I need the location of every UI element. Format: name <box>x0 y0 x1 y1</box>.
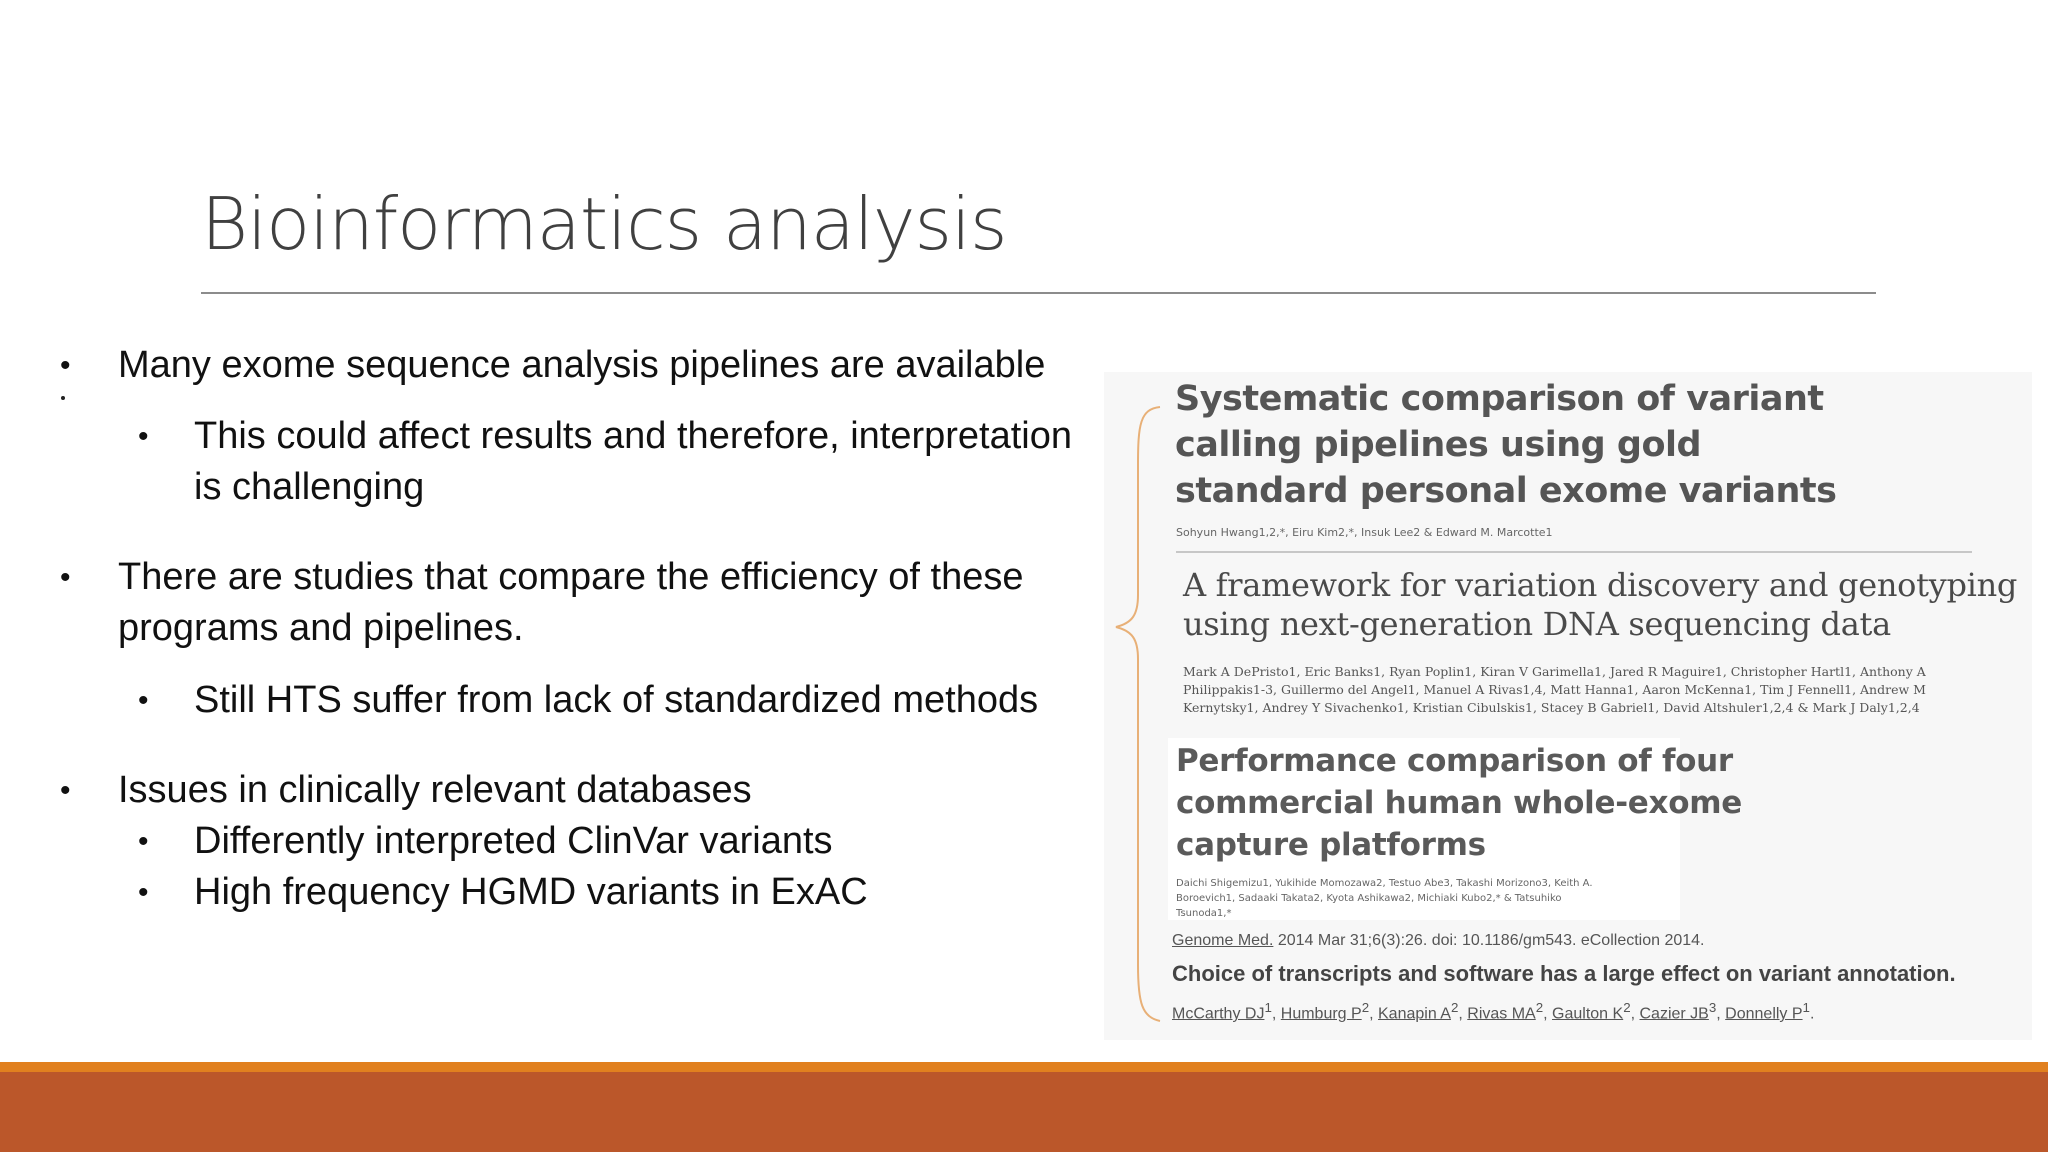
paper2-title-line: using next-generation DNA sequencing data <box>1183 605 1891 643</box>
slide-title: Bioinformatics analysis <box>201 182 1007 266</box>
bullet-text: is challenging <box>194 466 425 508</box>
paper1-title-line: Systematic comparison of variant <box>1175 379 1824 419</box>
bullet-item <box>60 340 1046 391</box>
citation-details: 2014 Mar 31;6(3):26. doi: 10.1186/gm543. eCollection 2014. <box>1273 932 1705 949</box>
bullet-dot: • <box>60 774 71 807</box>
footer-accent-bar <box>0 1062 2048 1072</box>
author-affiliation: 2 <box>1623 1000 1631 1015</box>
bullet-dot: • <box>138 684 149 717</box>
author-link: McCarthy DJ <box>1172 1005 1265 1023</box>
author-affiliation: 2 <box>1535 1000 1544 1015</box>
paper4-title: Choice of transcripts and software has a large effect on variant annotation. <box>1172 961 1956 986</box>
bullet-text: This could affect results and therefore, interpretation <box>194 415 1073 457</box>
author-link: Kanapin A <box>1378 1005 1451 1023</box>
sub-bullet-continuation <box>194 462 424 513</box>
author-affiliation: 2 <box>1361 1000 1370 1015</box>
paper1-title-line: calling pipelines using gold <box>1175 425 1702 465</box>
author-affiliation: 3 <box>1708 1000 1717 1015</box>
bullet-text: There are studies that compare the efficiency of these <box>118 556 1024 598</box>
author-affiliation: 1 <box>1802 1000 1810 1015</box>
journal-link: Genome Med. <box>1172 932 1274 949</box>
paper1-title-line: standard personal exome variants <box>1175 471 1837 511</box>
author-link: Cazier JB <box>1639 1005 1709 1023</box>
bullet-continuation <box>118 603 524 654</box>
bullet-dot: • <box>60 561 71 594</box>
title-underline <box>201 292 1876 294</box>
bullet-dot: • <box>138 825 149 858</box>
bullet-text: Still HTS suffer from lack of standardized methods <box>194 679 1039 721</box>
bullet-dot: • <box>138 876 149 909</box>
paper1-divider <box>1176 551 1972 553</box>
sub-bullet-item <box>138 675 1039 726</box>
author-affiliation: 1 <box>1264 1000 1272 1015</box>
bullet-text: programs and pipelines. <box>118 607 524 649</box>
paper2-title-line: A framework for variation discovery and genotyping <box>1183 566 2018 604</box>
bullet-text: Issues in clinically relevant databases <box>118 769 752 811</box>
author-link: Humburg P <box>1280 1005 1362 1023</box>
paper3-authors: Daichi Shigemizu1, Yukihide Momozawa2, Testuo Abe3, Takashi Morizono3, Keith A. Boroevich1, Sadaaki Takata2, Kyota Ashikawa2, Michiaki Kubo2,* & Tatsuhiko Tsunoda1,* <box>1176 878 1593 919</box>
sub-bullet-item <box>138 816 833 867</box>
bullet-text: High frequency HGMD variants in ExAC <box>194 871 868 913</box>
author-link: Gaulton K <box>1552 1005 1624 1023</box>
author-link: Donnelly P <box>1725 1005 1803 1023</box>
bullet-dot: • <box>60 349 71 382</box>
paper1-title <box>1175 376 1836 514</box>
paper3-title-line: Performance comparison of four <box>1176 743 1733 779</box>
sub-bullet-item <box>138 411 1073 462</box>
bullet-dot: • <box>138 420 149 453</box>
paper2-authors: Mark A DePristo1, Eric Banks1, Ryan Poplin1, Kiran V Garimella1, Jared R Maguire1, Christopher Hartl1, Anthony A Philippakis1-3, Guillermo del Angel1, Manuel A Rivas1,4, Matt Hanna1, Aaron McKenna1, Tim J Fennell1, Andrew M Kernytsky1, Andrey Y Sivachenko1, Kristian Cibulskis1, Stacey B Gabriel1, David Altshuler1,2,4 & Mark J Daly1,2,4 <box>1183 664 1926 715</box>
paper4-citation <box>1172 932 1705 950</box>
paper4-authors: McCarthy $DJ^1$, Humburg $P^2$, Kanapin $A^2$, Rivas $MA^2$, Gaulton $K^2$, Cazier $JB^3$, Donnelly $P^1$. <box>1172 1000 1815 1023</box>
bullet-text: Many exome sequence analysis pipelines are available <box>118 344 1046 386</box>
bullet-item <box>60 552 1024 603</box>
bullet-text: Differently interpreted ClinVar variants <box>194 820 833 862</box>
bullet-item <box>60 765 752 816</box>
paper3-title-line: capture platforms <box>1176 827 1486 863</box>
paper3-title-line: commercial human whole-exome <box>1176 785 1742 821</box>
author-link: Rivas MA <box>1467 1005 1536 1023</box>
sub-bullet-item <box>138 867 868 918</box>
footer-bar <box>0 1072 2048 1152</box>
author-affiliation: 2 <box>1450 1000 1459 1015</box>
paper3-title <box>1176 740 1742 866</box>
curly-brace-icon <box>1110 405 1170 1025</box>
paper1-authors: Sohyun Hwang1,2,*, Eiru Kim2,*, Insuk Lee2 & Edward M. Marcotte1 <box>1176 526 1553 539</box>
stray-dot <box>61 396 65 400</box>
paper2-title <box>1183 566 2017 644</box>
